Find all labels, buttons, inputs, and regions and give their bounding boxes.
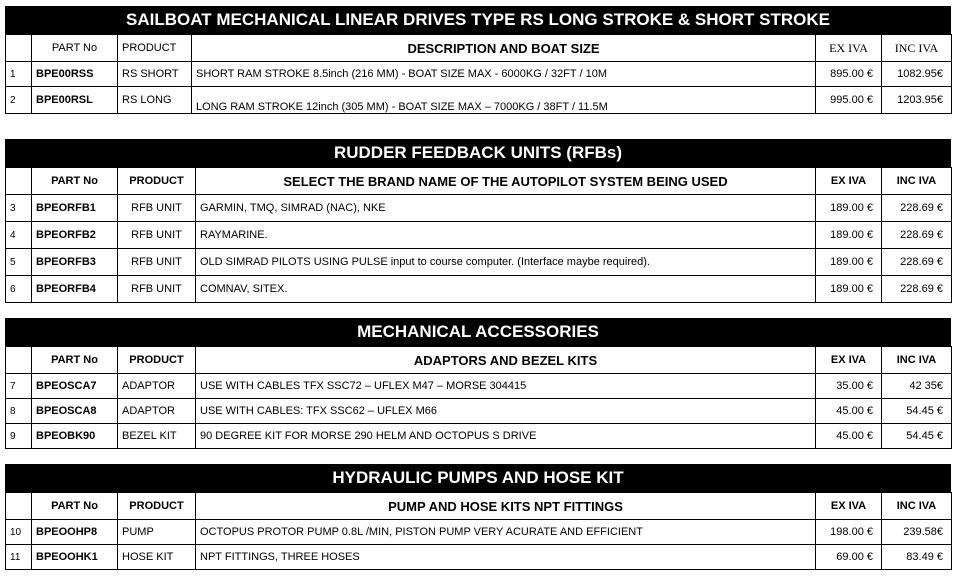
- product-name: PUMP: [118, 520, 196, 545]
- ex-iva-header: EX IVA: [816, 493, 882, 520]
- product-name: RS LONG: [118, 87, 192, 114]
- ex-iva-header: EX IVA: [816, 347, 882, 374]
- table-header-row: [6, 35, 952, 62]
- price-inc-iva: 228.69 €: [882, 195, 952, 222]
- price-ex-iva: 189.00 €: [816, 276, 882, 303]
- product-name: RFB UNIT: [118, 195, 196, 222]
- table-row: [6, 87, 952, 114]
- table-row: [6, 249, 952, 276]
- price-inc-iva: 1203.95€: [882, 87, 952, 114]
- price-inc-iva: 228.69 €: [882, 249, 952, 276]
- row-number: 11: [6, 545, 32, 570]
- price-ex-iva: 895.00 €: [816, 62, 882, 87]
- table-row: [6, 374, 952, 399]
- section-title: MECHANICAL ACCESSORIES: [5, 318, 951, 346]
- inc-iva-header: INC IVA: [882, 493, 952, 520]
- product-header: PRODUCT: [118, 168, 196, 195]
- part-number: BPEORFB2: [32, 222, 118, 249]
- section-title: RUDDER FEEDBACK UNITS (RFBs): [5, 139, 951, 167]
- price-ex-iva: 995.00 €: [816, 87, 882, 114]
- table-row: [6, 222, 952, 249]
- description-header: SELECT THE BRAND NAME OF THE AUTOPILOT SYSTEM BEING USED: [196, 168, 816, 195]
- section-hydraulic-pumps: [5, 464, 951, 570]
- inc-iva-header: INC IVA: [882, 35, 952, 62]
- section-linear-drives: [5, 6, 951, 114]
- description: USE WITH CABLES TFX SSC72 – UFLEX M47 – MORSE 304415: [196, 374, 816, 399]
- price-inc-iva: 54.45 €: [882, 399, 952, 424]
- part-number: BPEORFB1: [32, 195, 118, 222]
- ex-iva-header: EX IVA: [816, 168, 882, 195]
- description-header: PUMP AND HOSE KITS NPT FITTINGS: [196, 493, 816, 520]
- description: GARMIN, TMQ, SIMRAD (NAC), NKE: [196, 195, 816, 222]
- description: RAYMARINE.: [196, 222, 816, 249]
- description: COMNAV, SITEX.: [196, 276, 816, 303]
- row-number: 6: [6, 276, 32, 303]
- table-header-row: [6, 493, 952, 520]
- product-name: RFB UNIT: [118, 276, 196, 303]
- product-header: PRODUCT: [118, 493, 196, 520]
- price-table: [5, 346, 952, 449]
- price-inc-iva: 239.58€: [882, 520, 952, 545]
- price-ex-iva: 45.00 €: [816, 399, 882, 424]
- product-name: ADAPTOR: [118, 399, 196, 424]
- table-row: [6, 195, 952, 222]
- table-row: [6, 424, 952, 449]
- price-inc-iva: 228.69 €: [882, 222, 952, 249]
- product-name: HOSE KIT: [118, 545, 196, 570]
- part-no-header: PART No: [32, 493, 118, 520]
- price-table: [5, 167, 952, 303]
- price-table: [5, 492, 952, 570]
- part-number: BPE00RSS: [32, 62, 118, 87]
- row-number: 3: [6, 195, 32, 222]
- description-header: ADAPTORS AND BEZEL KITS: [196, 347, 816, 374]
- product-header: PRODUCT: [118, 35, 192, 62]
- description: USE WITH CABLES: TFX SSC62 – UFLEX M66: [196, 399, 816, 424]
- product-name: RFB UNIT: [118, 249, 196, 276]
- product-header: PRODUCT: [118, 347, 196, 374]
- row-number: 9: [6, 424, 32, 449]
- ex-iva-header: EX IVA: [816, 35, 882, 62]
- part-no-header: PART No: [32, 35, 118, 62]
- price-ex-iva: 69.00 €: [816, 545, 882, 570]
- part-number: BPEOSCA7: [32, 374, 118, 399]
- table-row: [6, 276, 952, 303]
- price-ex-iva: 189.00 €: [816, 195, 882, 222]
- product-name: BEZEL KIT: [118, 424, 196, 449]
- description: OLD SIMRAD PILOTS USING PULSE input to course computer. (Interface maybe required).: [196, 249, 816, 276]
- row-number: 10: [6, 520, 32, 545]
- price-inc-iva: 1082.95€: [882, 62, 952, 87]
- product-name: RS SHORT: [118, 62, 192, 87]
- description-header: DESCRIPTION AND BOAT SIZE: [192, 35, 816, 62]
- section-title: SAILBOAT MECHANICAL LINEAR DRIVES TYPE RS LONG STROKE & SHORT STROKE: [5, 6, 951, 34]
- price-ex-iva: 189.00 €: [816, 222, 882, 249]
- part-number: BPE00RSL: [32, 87, 118, 114]
- row-number: 1: [6, 62, 32, 87]
- section-title: HYDRAULIC PUMPS AND HOSE KIT: [5, 464, 951, 492]
- description: NPT FITTINGS, THREE HOSES: [196, 545, 816, 570]
- description: OCTOPUS PROTOR PUMP 0.8L /MIN, PISTON PUMP VERY ACURATE AND EFFICIENT: [196, 520, 816, 545]
- part-number: BPEORFB3: [32, 249, 118, 276]
- row-number: 5: [6, 249, 32, 276]
- table-header-row: [6, 347, 952, 374]
- row-number: 4: [6, 222, 32, 249]
- inc-iva-header: INC IVA: [882, 347, 952, 374]
- table-header-row: [6, 168, 952, 195]
- description: SHORT RAM STROKE 8.5inch (216 MM) - BOAT SIZE MAX - 6000KG / 32FT / 10M: [192, 62, 816, 87]
- table-row: [6, 399, 952, 424]
- price-ex-iva: 189.00 €: [816, 249, 882, 276]
- price-inc-iva: 83.49 €: [882, 545, 952, 570]
- description: LONG RAM STROKE 12inch (305 MM) - BOAT SIZE MAX – 7000KG / 38FT / 11.5M: [192, 87, 816, 114]
- part-number: BPEOOHP8: [32, 520, 118, 545]
- row-number: 7: [6, 374, 32, 399]
- price-inc-iva: 228.69 €: [882, 276, 952, 303]
- part-number: BPEORFB4: [32, 276, 118, 303]
- price-ex-iva: 198.00 €: [816, 520, 882, 545]
- table-row: [6, 62, 952, 87]
- price-ex-iva: 45.00 €: [816, 424, 882, 449]
- row-number: 2: [6, 87, 32, 114]
- part-number: BPEOBK90: [32, 424, 118, 449]
- price-table: [5, 34, 952, 114]
- section-rudder-feedback: [5, 139, 951, 303]
- table-row: [6, 520, 952, 545]
- price-inc-iva: 42 35€: [882, 374, 952, 399]
- price-inc-iva: 54.45 €: [882, 424, 952, 449]
- description: 90 DEGREE KIT FOR MORSE 290 HELM AND OCTOPUS S DRIVE: [196, 424, 816, 449]
- part-no-header: PART No: [32, 347, 118, 374]
- product-name: RFB UNIT: [118, 222, 196, 249]
- part-number: BPEOSCA8: [32, 399, 118, 424]
- price-ex-iva: 35.00 €: [816, 374, 882, 399]
- part-number: BPEOOHK1: [32, 545, 118, 570]
- row-number: 8: [6, 399, 32, 424]
- part-no-header: PART No: [32, 168, 118, 195]
- table-row: [6, 545, 952, 570]
- inc-iva-header: INC IVA: [882, 168, 952, 195]
- section-mechanical-accessories: [5, 318, 951, 449]
- product-name: ADAPTOR: [118, 374, 196, 399]
